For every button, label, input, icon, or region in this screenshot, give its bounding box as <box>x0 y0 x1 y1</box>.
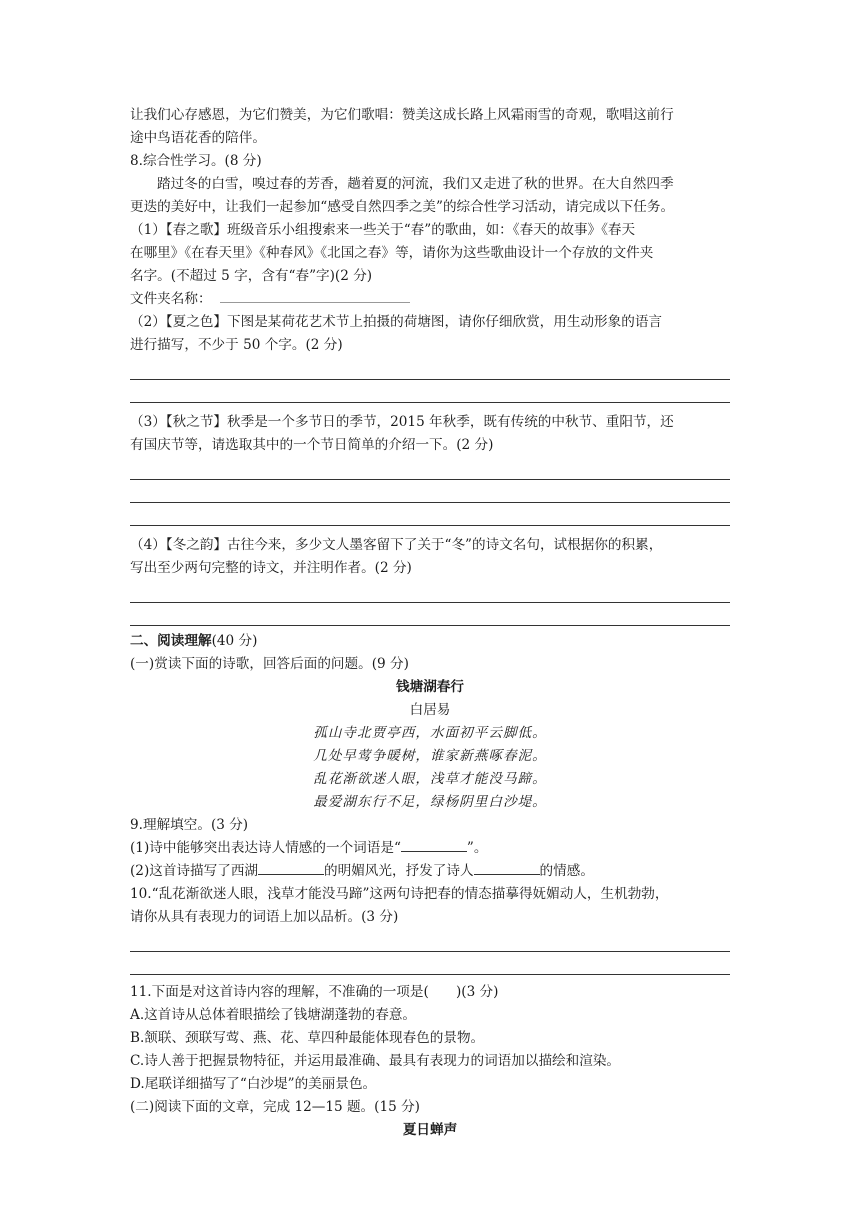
answer-line[interactable] <box>130 952 730 975</box>
answer-line[interactable] <box>130 357 730 380</box>
subquestion-1: 在哪里》《在春天里》《种春风》《北国之春》等，请你为这些歌曲设计一个存放的文件夹 <box>130 245 654 261</box>
option-a[interactable]: A.这首诗从总体着眼描绘了钱塘湖蓬勃的春意。 <box>130 1007 417 1023</box>
answer-line[interactable] <box>130 929 730 952</box>
option-b[interactable]: B.颔联、颈联写莺、燕、花、草四种最能体现春色的景物。 <box>130 1030 485 1046</box>
subquestion-4: 写出至少两句完整的诗文，并注明作者。(2 分) <box>130 560 412 576</box>
subquestion-3: 有国庆节等，请选取其中的一个节日简单的介绍一下。(2 分) <box>130 437 494 453</box>
part-1-heading: (一)赏读下面的诗歌，回答后面的问题。(9 分) <box>130 656 409 672</box>
answer-line[interactable] <box>130 503 730 526</box>
exam-page <box>130 104 730 1142</box>
subquestion-1: （1）【春之歌】班级音乐小组搜索来一些关于“春”的歌曲，如：《春天的故事》《春天 <box>130 222 636 238</box>
fill-blank[interactable] <box>401 837 467 852</box>
question-9-2-text: (2)这首诗描写了西湖 <box>130 863 259 879</box>
folder-name-label: 文件夹名称： <box>130 291 212 307</box>
answer-line[interactable] <box>130 457 730 480</box>
fill-blank[interactable] <box>258 860 324 875</box>
question-9-2-end: 的情感。 <box>539 863 594 879</box>
question-9-2 <box>130 860 730 883</box>
question-9-2-text: 的明媚风光，抒发了诗人 <box>324 863 474 879</box>
subquestion-1: 名字。(不超过 5 字，含有“春”字)(2 分) <box>130 268 373 284</box>
essay-title: 夏日蝉声 <box>402 1122 458 1138</box>
question-9-heading: 9.理解填空。(3 分) <box>130 817 249 833</box>
question-10: 请你从具有表现力的词语上加以品析。(3 分) <box>130 909 399 925</box>
section-2-title: 二、阅读理解 <box>130 633 212 649</box>
answer-line[interactable] <box>130 603 730 626</box>
subquestion-2: （2）【夏之色】下图是某荷花艺术节上拍摄的荷塘图，请你仔细欣赏，用生动形象的语言 <box>130 314 663 330</box>
part-2-heading: (二)阅读下面的文章，完成 12—15 题。(15 分) <box>130 1099 420 1115</box>
question-8-intro: 踏过冬的白雪，嗅过春的芳香，趟着夏的河流，我们又走进了秋的世界。在大自然四季 <box>157 176 674 192</box>
poem-line: 最爱湖东行不足，绿杨阴里白沙堤。 <box>313 794 547 810</box>
poem-author: 白居易 <box>409 702 451 718</box>
question-9-1-text: (1)诗中能够突出表达诗人情感的一个词语是“ <box>130 840 401 856</box>
subquestion-3: （3）【秋之节】秋季是一个多节日的季节，2015 年秋季，既有传统的中秋节、重阳节，还 <box>130 414 674 430</box>
answer-line[interactable] <box>130 380 730 403</box>
answer-line[interactable] <box>130 480 730 503</box>
folder-name-blank[interactable] <box>220 288 410 303</box>
question-10: 10.“乱花渐欲迷人眼，浅草才能没马蹄”这两句诗把春的情态描摹得妩媚动人，生机勃勃， <box>130 886 669 902</box>
question-8-intro: 更迭的美好中，让我们一起参加“感受自然四季之美”的综合性学习活动，请完成以下任务。 <box>130 199 675 215</box>
subquestion-4: （4）【冬之韵】古往今来，多少文人墨客留下了关于“冬”的诗文名句，试根据你的积累， <box>130 537 663 553</box>
subquestion-2: 进行描写，不少于 50 个字。(2 分) <box>130 337 343 353</box>
section-2-score: (40 分) <box>211 633 258 649</box>
text-line: 让我们心存感恩，为它们赞美，为它们歌唱：赞美这成长路上风霜雨雪的奇观，歌唱这前行 <box>130 107 674 123</box>
folder-name-row <box>130 288 730 311</box>
question-9-1 <box>130 837 730 860</box>
poem-line: 孤山寺北贾亭西，水面初平云脚低。 <box>313 725 547 741</box>
fill-blank[interactable] <box>474 860 540 875</box>
answer-line[interactable] <box>130 580 730 603</box>
question-8-heading: 8.综合性学习。(8 分) <box>130 153 262 169</box>
section-2-heading <box>130 630 730 653</box>
question-11: 11.下面是对这首诗内容的理解，不准确的一项是( )(3 分) <box>130 984 499 1000</box>
option-c[interactable]: C.诗人善于把握景物特征，并运用最准确、最具有表现力的词语加以描绘和渲染。 <box>130 1053 621 1069</box>
option-d[interactable]: D.尾联详细描写了“白沙堤”的美丽景色。 <box>130 1076 377 1092</box>
poem-line: 几处早莺争暖树，谁家新燕啄春泥。 <box>313 748 547 764</box>
poem-line: 乱花渐欲迷人眼，浅草才能没马蹄。 <box>313 771 547 787</box>
question-9-1-end: ”。 <box>466 840 488 856</box>
text-line: 途中鸟语花香的陪伴。 <box>130 130 266 146</box>
poem-title: 钱塘湖春行 <box>396 679 464 695</box>
